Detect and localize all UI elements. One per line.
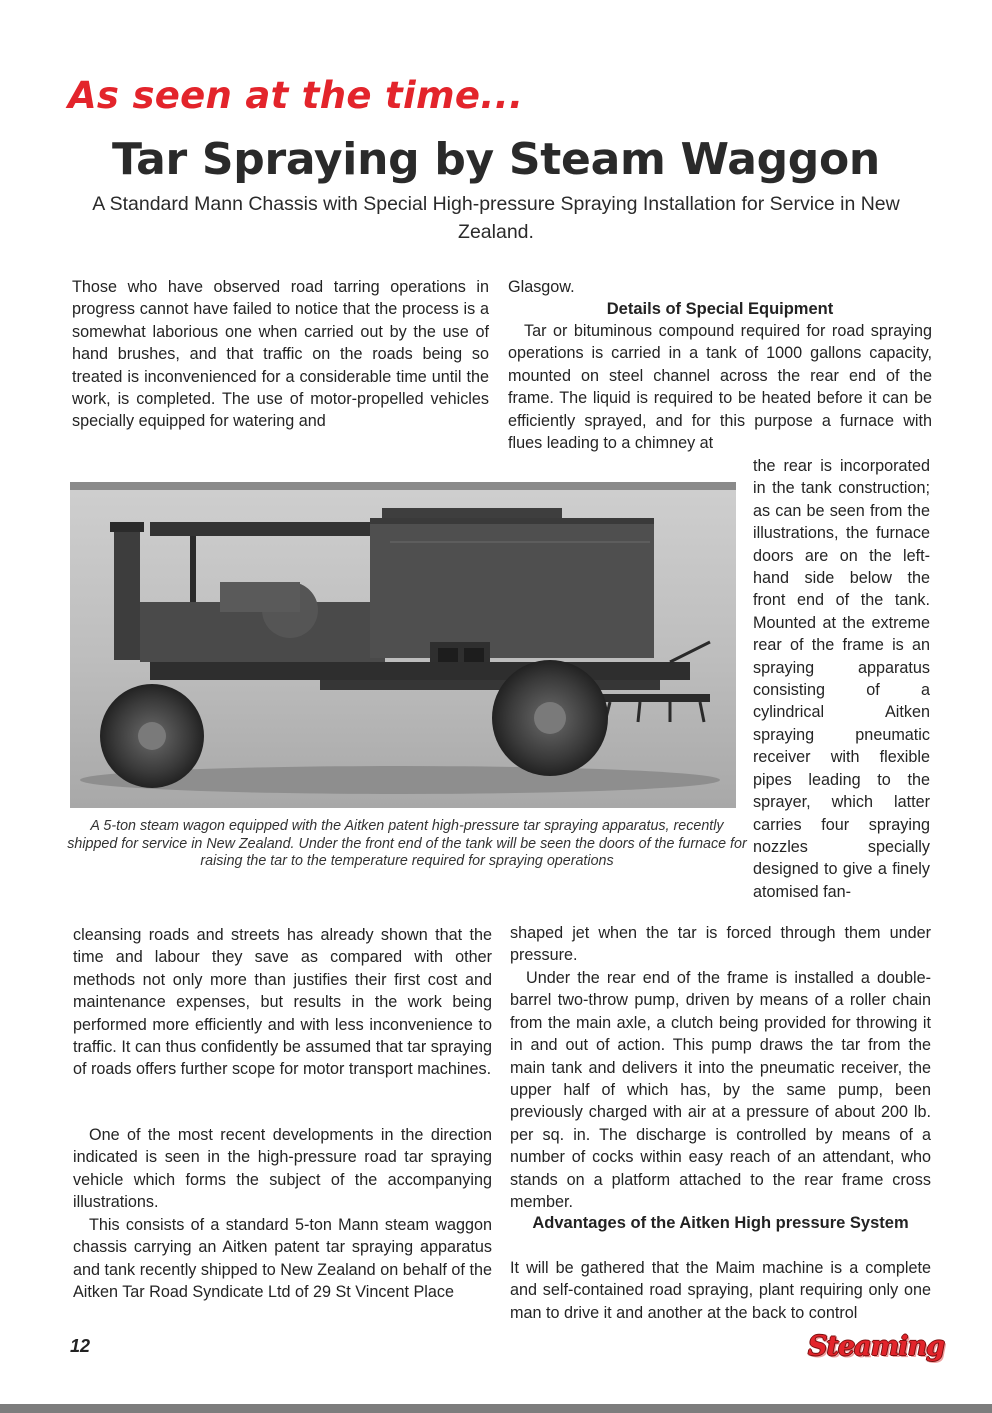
steaming-logo: Steaming	[808, 1331, 944, 1362]
heading-advantages: Advantages of the Aitken High pressure System	[532, 1214, 909, 1232]
article-subtitle: A Standard Mann Chassis with Special High-pressure Spraying Installation for Service in New Zealand.	[92, 193, 900, 243]
right-paragraph-tank: Tar or bituminous compound required for road spraying operations is carried in a tank of 1000 gallons capacity, mounted on steel channel across the rear end of the frame. The liquid is required to be heated before it can be efficiently sprayed, and for this purpose a furnace with flues leading to a chimney at	[508, 322, 932, 453]
heading-details: Details of Special Equipment	[606, 300, 834, 318]
right-paragraph-self-contained: It will be gathered that the Maim machine is a complete and self-contained road spraying, plant requiring only one man to drive it and another at the back to control	[510, 1259, 931, 1322]
left-paragraph-developments: One of the most recent developments in the direction indicated is seen in the high-pressure road tar spraying vehicle which forms the subject of the accompanying illustrations.	[73, 1126, 492, 1212]
left-paragraph-cleansing: cleansing roads and streets has already shown that the time and labour they save as compared with other methods not only more than justifies their first cost and maintenance expenses, but results in the work being performed more efficiently and with less inconvenience to traffic. It can thus confidently be assumed that tar spraying of roads offers further scope for motor transport machines.	[73, 926, 492, 1079]
right-paragraph-pump: Under the rear end of the frame is installed a double-barrel two-throw pump, driven by means of a roller chain from the main axle, a clutch being provided for throwing it in and out of action. This pump draws the tar from the main tank and delivers it into the pneumatic receiver, the upper half of which has, by the same pump, been previously charged with air at a pressure of about 200 lb. per sq. in. The discharge is controlled by means of a number of cocks within easy reach of an attendant, who stands on a platform attached to the rear frame cross member.	[510, 969, 931, 1212]
right-narrow-paragraph: the rear is incorporated in the tank construction; as can be seen from the illustrations, the furnace doors are on the left-hand side below the front end of the tank. Mounted at the extreme rear of the frame is an spraying apparatus consisting of a cylindrical Aitken spraying pneumatic receiver with flexible pipes leading to the sprayer, which latter carries four spraying nozzles specially designed to give a finely atomised fan-	[753, 457, 930, 901]
article-title: Tar Spraying by Steam Waggon	[112, 134, 880, 185]
right-paragraph-jet: shaped jet when the tar is forced through them under pressure.	[510, 924, 931, 965]
steam-waggon-illustration	[70, 482, 736, 808]
photo-caption: A 5-ton steam wagon equipped with the Aitken patent high-pressure tar spraying apparatus, recently shipped for service in New Zealand. Under the front end of the tank will be seen the doors of the furnace for raising the tar to the temperature required for spraying operations	[67, 818, 747, 869]
steam-waggon-photo	[70, 482, 736, 808]
bottom-rule	[0, 1404, 992, 1413]
left-paragraph-intro: Those who have observed road tarring operations in progress cannot have failed to notice that the process is a somewhat laborious one when carried out by the use of hand brushes, and that traffic on the roads being so treated is inconvenienced for a considerable time until the work, is completed. The use of motor-propelled vehicles specially equipped for watering and	[72, 278, 489, 431]
kicker: As seen at the time...	[68, 74, 524, 117]
right-paragraph-glasgow: Glasgow.	[508, 278, 575, 296]
page-number: 12	[70, 1336, 91, 1356]
left-paragraph-mann-chassis: This consists of a standard 5-ton Mann steam waggon chassis carrying an Aitken patent tar spraying apparatus and tank recently shipped to New Zealand on behalf of the Aitken Tar Road Syndicate Ltd of 29 St Vincent Place	[73, 1216, 492, 1302]
